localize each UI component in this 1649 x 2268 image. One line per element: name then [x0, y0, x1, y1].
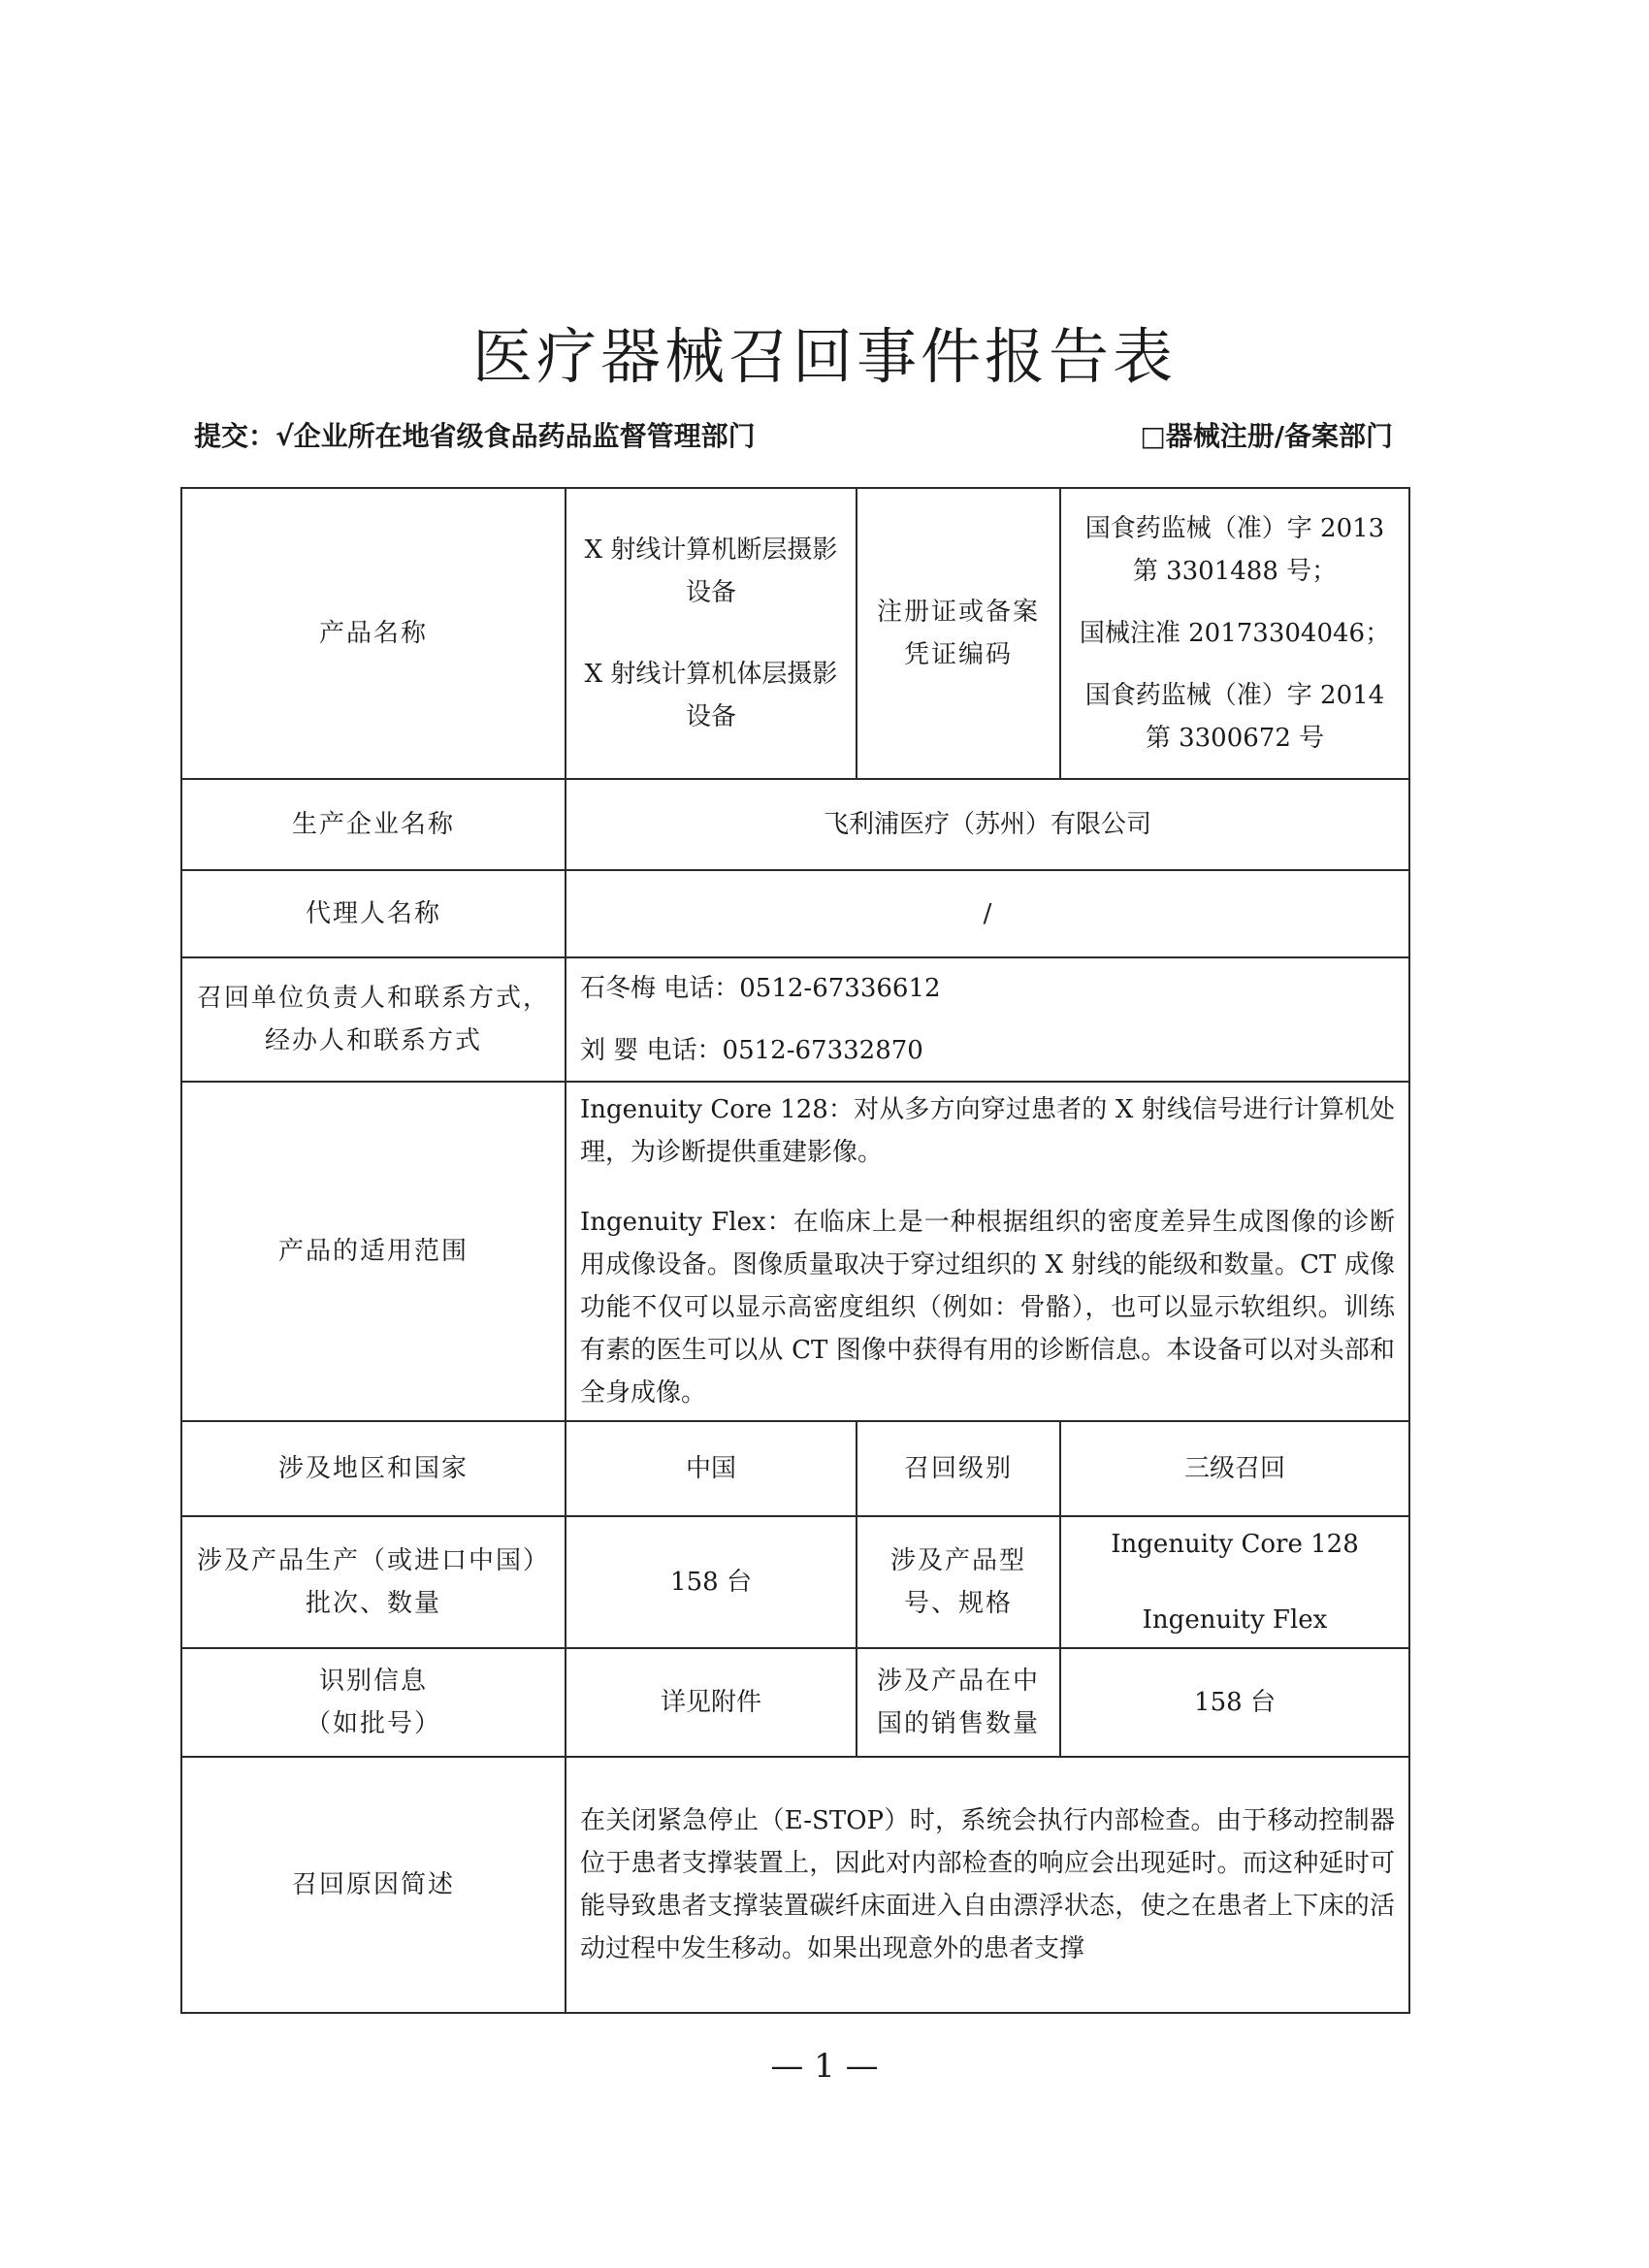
- contact-label: 召回单位负责人和联系方式，经办人和联系方式: [181, 957, 566, 1082]
- row-batch: [181, 1516, 1409, 1648]
- scope-paragraph-2: Ingenuity Flex：在临床上是一种根据组织的密度差异生成图像的诊断用成像设备。图像质量取决于穿过组织的 X 射线的能级和数量。CT 成像功能不仅可以显示高密度组织（例如：骨骼），也可以显示软组织。训练有素的医生可以从 CT 图像中获得有用的诊断信息。本设备可以对头部和全身成像。: [580, 1208, 1395, 1408]
- reason-value: 在关闭紧急停止（E-STOP）时，系统会执行内部检查。由于移动控制器位于患者支撑装置上，因此对内部检查的响应会出现延时。而这种延时可能导致患者支撑装置碳纤床面进入自由漂浮状态，使之在患者上下床的活动过程中发生移动。如果出现意外的患者支撑: [566, 1757, 1409, 2013]
- row-product-name: [181, 488, 1409, 779]
- agent-value: /: [566, 870, 1409, 957]
- row-reason: [181, 1757, 1409, 2013]
- identification-label: [181, 1648, 566, 1757]
- registration-number-2: 国械注准 20173304046；: [1079, 619, 1391, 648]
- sales-value: 158 台: [1060, 1648, 1409, 1757]
- submit-line: [194, 415, 1393, 458]
- registration-number-3: 国食药监械（准）字 2014 第 3300672 号: [1084, 681, 1385, 753]
- scope-value: [566, 1082, 1409, 1421]
- product-name-1: X 射线计算机断层摄影设备: [584, 535, 838, 607]
- contact-line-2: 刘 婴 电话：0512-67332870: [580, 1036, 923, 1065]
- row-agent: [181, 870, 1409, 957]
- batch-label: 涉及产品生产（或进口中国）批次、数量: [181, 1516, 566, 1648]
- identification-label-1: 识别信息: [318, 1667, 428, 1696]
- contact-value: [566, 957, 1409, 1082]
- row-identification: [181, 1648, 1409, 1757]
- registration-value: [1060, 488, 1409, 779]
- identification-label-2: （如批号）: [305, 1709, 441, 1738]
- registration-label: 注册证或备案凭证编码: [857, 488, 1060, 779]
- sales-label: 涉及产品在中国的销售数量: [857, 1648, 1060, 1757]
- page-number: — 1 —: [770, 2047, 879, 2086]
- model-label: 涉及产品型号、规格: [857, 1516, 1060, 1648]
- row-scope: [181, 1082, 1409, 1421]
- scope-label: 产品的适用范围: [181, 1082, 566, 1421]
- recall-level-label: 召回级别: [857, 1421, 1060, 1516]
- recall-report-table: [180, 487, 1410, 2014]
- contact-line-1: 石冬梅 电话：0512-67336612: [580, 974, 941, 1003]
- manufacturer-label: 生产企业名称: [181, 779, 566, 870]
- row-contact: [181, 957, 1409, 1082]
- manufacturer-value: 飞利浦医疗（苏州）有限公司: [566, 779, 1409, 870]
- model-1: Ingenuity Core 128: [1111, 1530, 1359, 1559]
- batch-value: 158 台: [566, 1516, 857, 1648]
- product-name-2: X 射线计算机体层摄影设备: [584, 660, 838, 731]
- registration-number-1: 国食药监械（准）字 2013 第 3301488 号；: [1084, 514, 1385, 586]
- region-value: 中国: [566, 1421, 857, 1516]
- recall-level-value: 三级召回: [1060, 1421, 1409, 1516]
- region-label: 涉及地区和国家: [181, 1421, 566, 1516]
- model-value: [1060, 1516, 1409, 1648]
- product-name-value: [566, 488, 857, 779]
- product-name-label: 产品名称: [181, 488, 566, 779]
- agent-label: 代理人名称: [181, 870, 566, 957]
- document-title: 医疗器械召回事件报告表: [471, 321, 1177, 392]
- scope-paragraph-1: Ingenuity Core 128：对从多方向穿过患者的 X 射线信号进行计算机处理，为诊断提供重建影像。: [580, 1095, 1395, 1167]
- submit-target-provincial: 提交：√企业所在地省级食品药品监督管理部门: [194, 420, 756, 452]
- model-2: Ingenuity Flex: [1142, 1605, 1328, 1635]
- row-manufacturer: [181, 779, 1409, 870]
- row-region: [181, 1421, 1409, 1516]
- reason-label: 召回原因简述: [181, 1757, 566, 2013]
- submit-target-registration: □器械注册/备案部门: [1140, 420, 1393, 452]
- identification-value: 详见附件: [566, 1648, 857, 1757]
